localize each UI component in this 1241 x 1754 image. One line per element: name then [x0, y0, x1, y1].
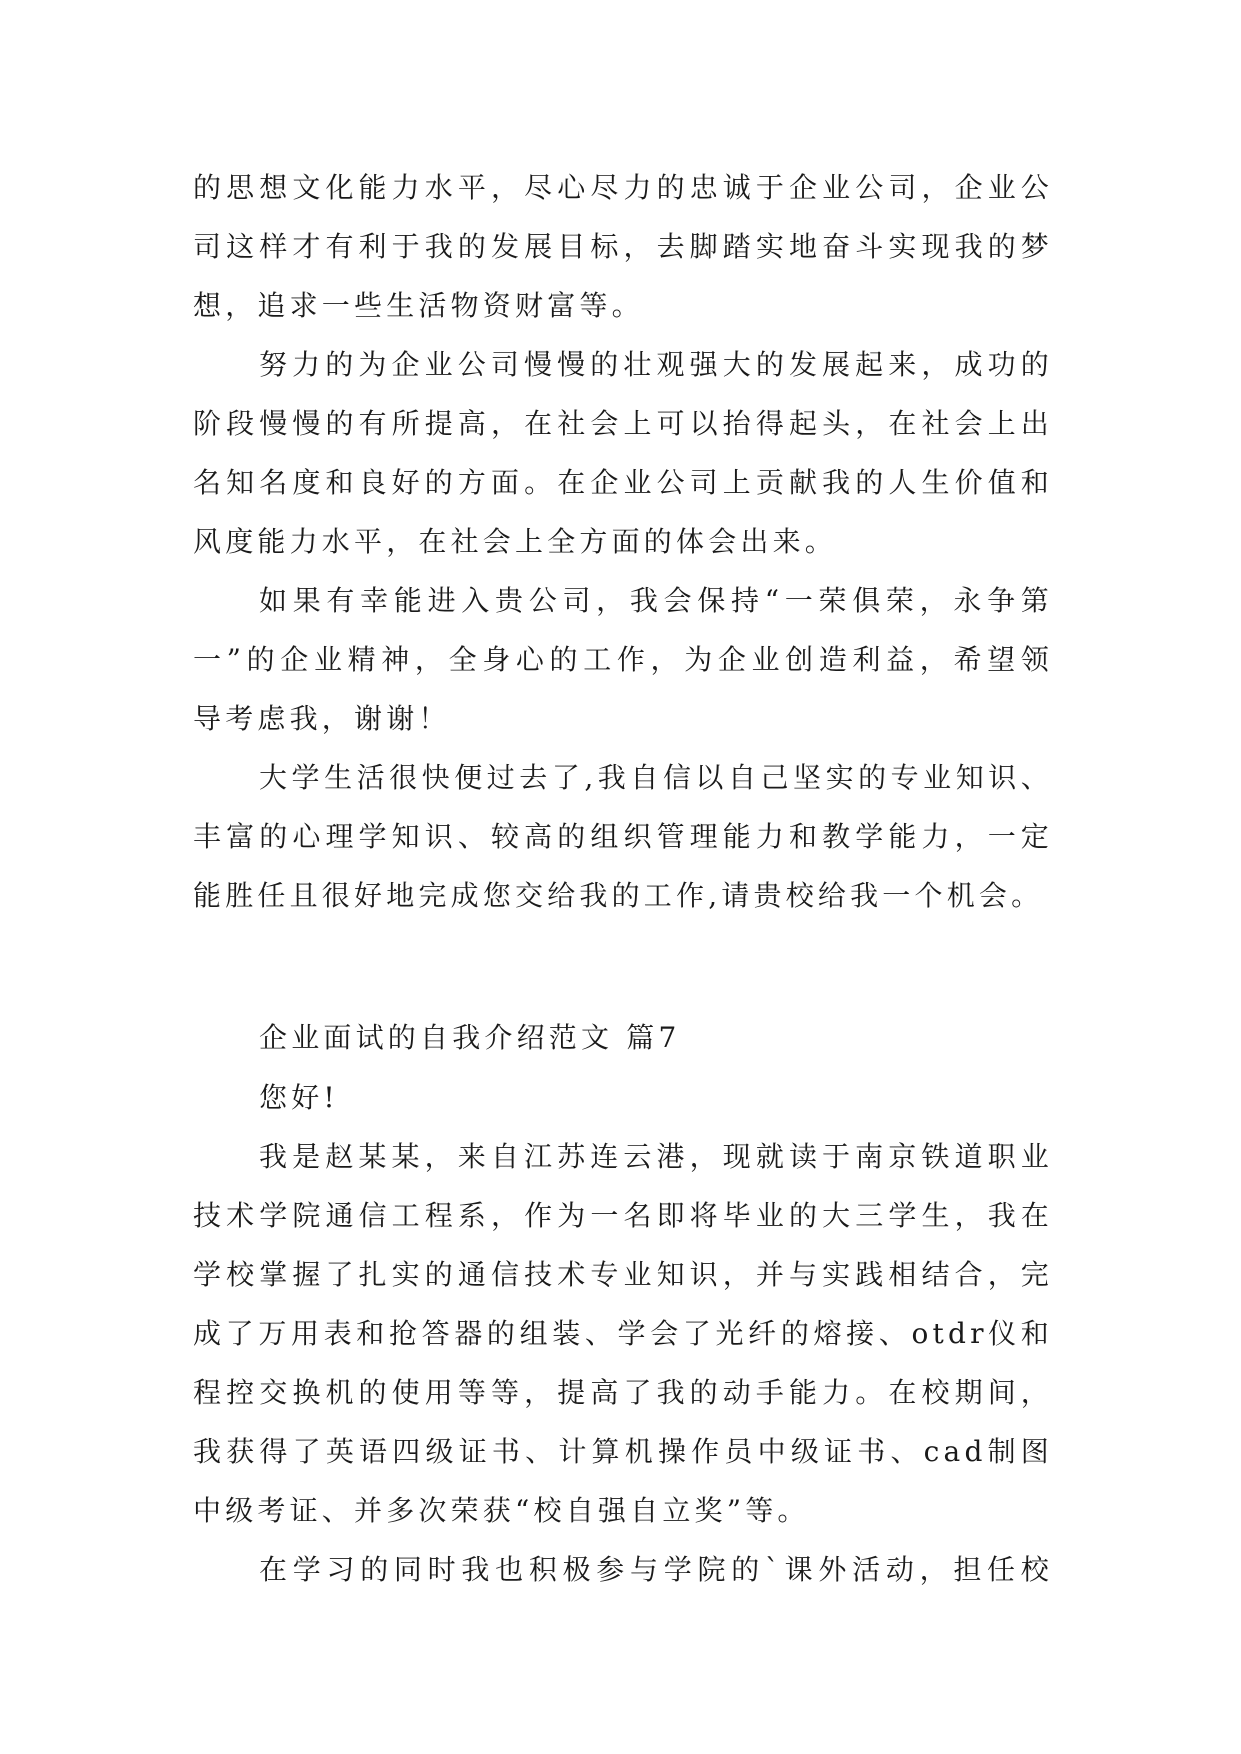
section-gap	[193, 925, 1053, 1008]
text-line: 成了万用表和抢答器的组装、学会了光纤的熔接、otdr仪和	[193, 1317, 1053, 1350]
text-line: 我获得了英语四级证书、计算机操作员中级证书、cad制图	[193, 1435, 1053, 1468]
text-line: 在学习的同时我也积极参与学院的`课外活动，担任校	[259, 1553, 1053, 1586]
text-line: 想，追求一些生活物资财富等。	[193, 289, 644, 322]
text-line: 大学生活很快便过去了,我自信以自己坚实的专业知识、	[259, 761, 1053, 794]
text-line: 阶段慢慢的有所提高，在社会上可以抬得起头，在社会上出	[193, 407, 1053, 440]
text-line: 的思想文化能力水平，尽心尽力的忠诚于企业公司，企业公	[193, 171, 1053, 204]
document-body	[193, 158, 1053, 1599]
text-line: 名知名度和良好的方面。在企业公司上贡献我的人生价值和	[193, 466, 1053, 499]
text-line: 程控交换机的使用等等，提高了我的动手能力。在校期间，	[193, 1376, 1053, 1409]
section-heading: 企业面试的自我介绍范文 篇7	[259, 1021, 681, 1054]
text-line: 中级考证、并多次荣获“校自强自立奖”等。	[193, 1494, 810, 1527]
text-line: 我是赵某某，来自江苏连云港，现就读于南京铁道职业	[259, 1140, 1053, 1173]
text-line: 司这样才有利于我的发展目标，去脚踏实地奋斗实现我的梦	[193, 230, 1053, 263]
text-line: 技术学院通信工程系，作为一名即将毕业的大三学生，我在	[193, 1199, 1053, 1232]
text-line: 能胜任且很好地完成您交给我的工作,请贵校给我一个机会。	[193, 879, 1044, 912]
text-line: 风度能力水平，在社会上全方面的体会出来。	[193, 525, 838, 558]
text-line: 导考虑我，谢谢！	[193, 702, 451, 735]
text-line: 如果有幸能进入贵公司，我会保持“一荣俱荣，永争第	[259, 584, 1053, 617]
text-line: 学校掌握了扎实的通信技术专业知识，并与实践相结合，完	[193, 1258, 1053, 1291]
text-line: 丰富的心理学知识、较高的组织管理能力和教学能力，一定	[193, 820, 1053, 853]
greeting-line: 您好!	[259, 1081, 339, 1114]
text-line: 努力的为企业公司慢慢的壮观强大的发展起来，成功的	[259, 348, 1053, 381]
text-line: 一”的企业精神，全身心的工作，为企业创造利益，希望领	[193, 643, 1053, 676]
